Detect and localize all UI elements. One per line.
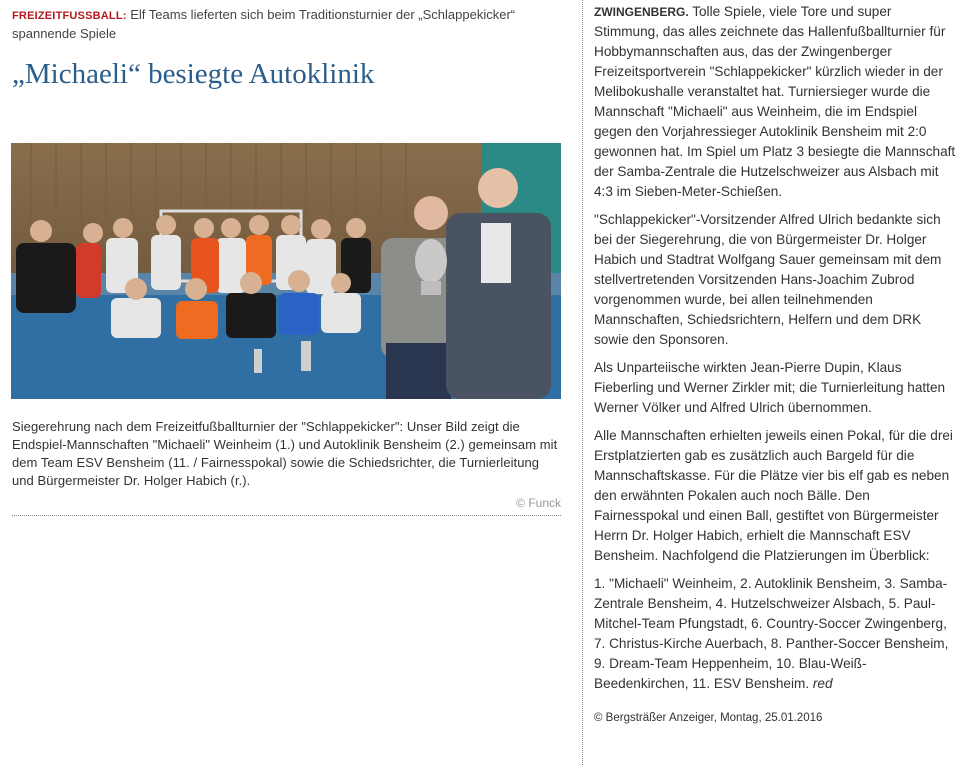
rubric-label: FREIZEITFUSSBALL: — [12, 10, 127, 22]
photo-credit: © Funck — [516, 496, 561, 510]
dateline: ZWINGENBERG. — [594, 5, 689, 19]
article-body — [594, 2, 956, 728]
left-column — [12, 0, 562, 110]
author-tag: red — [812, 676, 833, 691]
paragraph-2: "Schlappekicker"-Vorsitzender Alfred Ulrich bedankte sich bei der Siegerehrung, die von Bürgermeister Dr. Holger Habich und Stadtrat Wolfgang Sauer gemeinsam mit dem stellvertretenden Vorsitzenden Hans-Joachim Zubrod vorgenommen wurde, bei allen teilnehmenden Mannschaften, Schiedsrichtern, Helfern und dem DRK sowie den Sponsoren. — [594, 212, 942, 347]
headline: „Michaeli“ besiegte Autoklinik — [12, 58, 375, 90]
results-list: 1. "Michaeli" Weinheim, 2. Autoklinik Bensheim, 3. Samba-Zentrale Bensheim, 4. Hutzelschweizer Alsbach, 5. Paul-Mitchel-Team Pfungstadt, 6. Country-Soccer Zwingenberg, 7. Christus-Kirche Auerbach, 8. Panther-Soccer Bensheim, 9. Dream-Team Heppenheim, 10. Blau-Weiß-Beedenkirchen, 11. ESV Bensheim. — [594, 576, 949, 691]
kicker-text: Elf Teams lieferten sich beim Traditionsturnier der „Schlappekicker“ spannende Spiele — [12, 7, 516, 41]
paragraph-5 — [594, 574, 956, 694]
kicker — [12, 6, 562, 42]
paragraph-1 — [594, 2, 956, 202]
photo-caption: Siegerehrung nach dem Freizeitfußballturnier der "Schlappekicker": Unser Bild zeigt die Endspiel-Mannschaften "Michaeli" Weinheim (1.) und Autoklinik Bensheim (2.) gemeinsam mit dem Team ESV Bensheim (11. / Fairnesspokal) sowie die Schiedsrichter, die Turnierleitung und Bürgermeister Dr. Holger Habich (r.). — [12, 419, 558, 488]
source-footer: © Bergsträßer Anzeiger, Montag, 25.01.2016 — [594, 712, 823, 724]
paragraph-1-text: Tolle Spiele, viele Tore und super Stimmung, das alles zeichnete das Hallenfußballturnier für Hobbymannschaften aus, das der Zwingenberger Freizeitsportverein "Schlappekicker" kürzlich wieder in der Melibokushalle veranstaltet hat. Turniersieger wurde die Mannschaft "Michaeli" aus Weinheim, die im Endspiel gegen den Vorjahressieger Autoklinik Bensheim mit 2:0 gewonnen hat. Im Spiel um Platz 3 besiegte die Mannschaft der Samba-Zentrale die Hutzelschweizer aus Alsbach mit 4:3 im Sieben-Meter-Schießen. — [594, 4, 956, 199]
article-photo — [11, 143, 561, 399]
left-divider — [12, 515, 561, 516]
column-divider — [582, 0, 583, 765]
team-photo-image — [11, 143, 561, 399]
paragraph-4: Alle Mannschaften erhielten jeweils einen Pokal, für die drei Erstplatzierten gab es zusätzlich auch Bargeld für die Mannschaftskasse. Für die Plätze vier bis elf gab es neben den erwähnten Pokalen auch noch Bälle. Den Fairnesspokal und einen Ball, gestiftet von Bürgermeister Herrn Dr. Holger Habich, erhielt die Mannschaft ESV Bensheim. Nachfolgend die Platzierungen im Überblick: — [594, 428, 953, 563]
paragraph-3: Als Unparteiische wirkten Jean-Pierre Dupin, Klaus Fieberling und Werner Zirkler mit; die Turnierleitung hatten Werner Völker und Alfred Ulrich übernommen. — [594, 360, 946, 415]
